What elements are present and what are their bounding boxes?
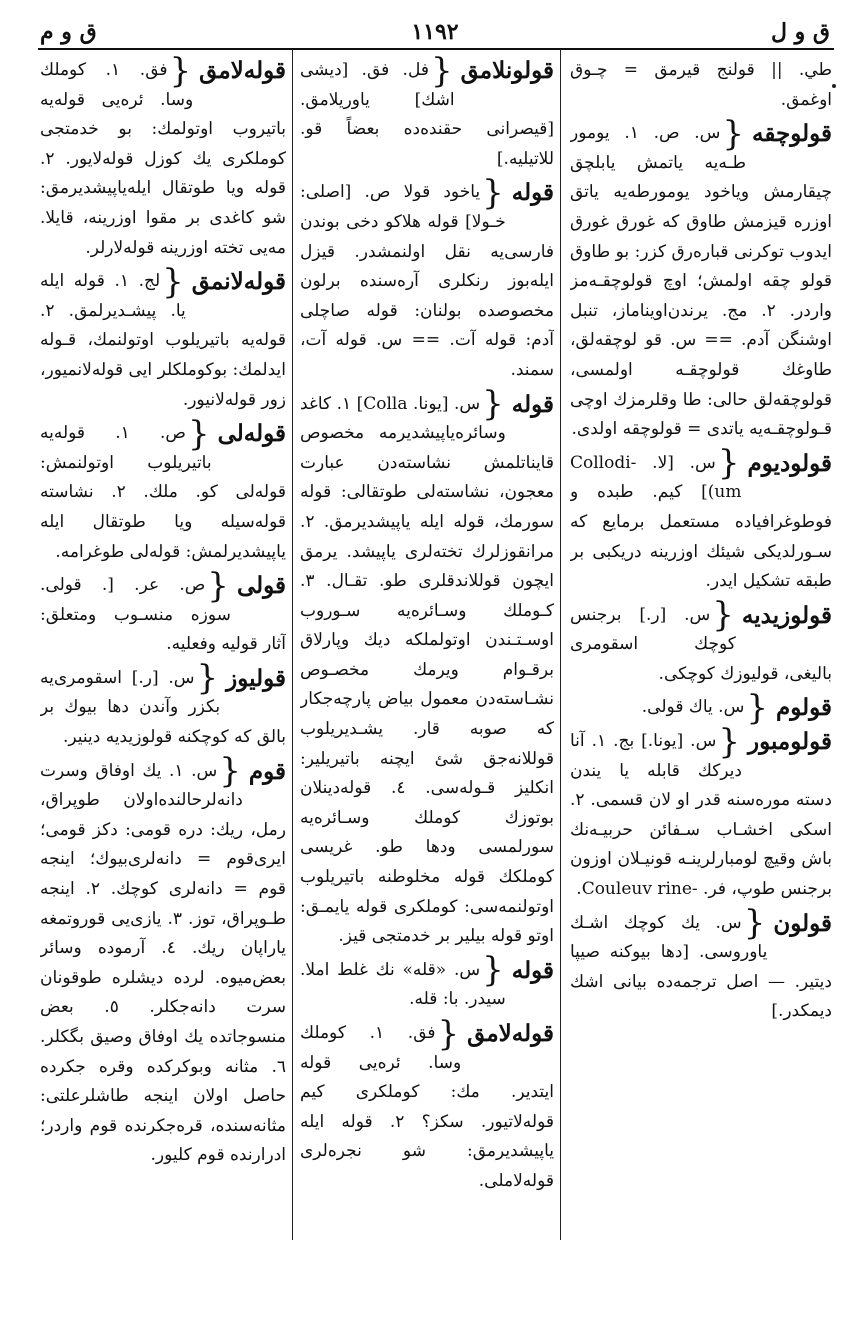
entry-definition: س. [ر.] برجنس كوچك اسقومرى باليغى، قوليوزك كوچكى. [570,604,832,684]
dictionary-entry [300,56,554,174]
brace-glyph: { [746,687,768,728]
entry-headword: قولى [236,572,286,600]
entry-definition: فق. ١. كوملك وسا. ئره‌يى قوله ايتدير. مك: كوملكرى كيم قوله‌لاتيور. سكز؟ ٢. قوله ايله ياپيشديرمق: شو نجره‌لرى قوله‌لاملى. [300,1023,554,1191]
entry-headword: قوليوز [226,664,286,692]
brace-glyph: { [482,950,504,991]
dictionary-entry [570,721,832,905]
entry-headword: قوله‌لانمق [191,268,286,296]
entry-headword: قولوچقه [752,120,832,148]
entry-definition: س. يك كوچك اشـك ياوروسى. [دها بيوكنه صيپا ديتير. — اصل ترجمه‌ده بيانى اشك ديمكدر.] [570,912,832,1022]
dictionary-entry [570,443,832,597]
page-header [40,18,830,46]
entry-definition: ص. عر. [. قولى. سوزه منسـوب ومتعلق: آثار قوليه وفعليه. [40,575,286,655]
header-rule [38,48,834,50]
dictionary-entry [40,56,286,263]
dictionary-entry [40,565,286,660]
entry-headword: قولونلامق [460,57,554,84]
dictionary-entry [570,56,832,115]
dictionary-entry [570,595,832,690]
entry-definition: س. ص. ١. يومور طـه‌يه ياتمش يابلچق چيقارمش وياخود يومورطه‌يه ياتق اوزره قيزمش طاوق كه غورق غورق ايدوب توكرنى قباره‌رق كزر: بو طاوق قولو چقه اولمش؛ اوچ قولوچقـه‌مز واردر. ٢. مج. يرندن‌اويناماز، تنبل اوشنگن آدم. == س. قو لوچقه‌لق، طاوغك قولوچقـه اولمسى، قولوچقه‌لق حالى: طا وقلرمزك اوچى قـولوچقـه‌يه ياتدى = قولوچقه اولدى. [570,123,832,440]
entry-definition: فل. فق. [ديشى اشك] ياوريلامق. [قيصرانى حقنده‌ده بعضاً قو. للاتيليه.] [300,60,554,169]
entry-definition: ص. ١. قوله‌يه باتيريلوب اوتولنمش: قوله‌لى كو. ملك. ٢. نشاسته قوله‌سيله ويا طوتقال ايله ياپيشديرلمش: قوله‌لى طوغرامه. [40,423,286,562]
dictionary-entry [40,413,286,567]
dictionary-entry [300,950,554,1015]
dictionary-entry [570,113,832,445]
dictionary-entry [300,384,554,952]
brace-glyph: { [187,413,210,454]
dictionary-entry [570,903,832,1027]
entry-definition: س. [لا. -Collodi (um] كيم. طبده و فوطوغرافياده مستعمل برمايع كه سـورلديكى شيئك اوزرينه دريكبى بر طبقه تشكيل ايدر. [570,452,832,592]
entry-headword: قوله [511,956,554,984]
entry-definition: لج. ١. قوله ايله يا. پيشـديرلمق. ٢. قوله‌يه باتيريلوب اوتولنمك، قـوله ايدلمك: بوكوملكلر ايى قوله‌لانميور، زور قوله‌لانيور. [40,271,286,410]
brace-glyph: { [712,595,734,636]
entry-headword: قوله [511,179,554,207]
brace-glyph: { [437,1013,460,1054]
entry-definition: س. [ر.] اسقومرى‌يه بكزر وآندن دها بيوك بر بالق كه كوچكنه قولوزيديه دينير. [40,667,286,748]
page-number: ١١٩٢ [411,19,459,45]
column-divider-right [560,50,561,1240]
brace-glyph: { [430,56,453,91]
dictionary-entry [570,687,832,728]
entry-headword: قوله‌لامق [467,1020,554,1047]
header-right-letters: ق و ل [771,19,830,45]
brace-glyph: { [482,384,504,425]
brace-glyph: { [196,658,219,699]
entry-definition: س. ياك قولى. [641,697,745,718]
entry-headword: قولون [773,909,832,937]
entry-definition: س. [يونا. Colla] ١. كاغد وسائره‌ياپيشديرمه مخصوص قايناتلمش نشاسته‌دن عبارت معجون، نشاسته‌لى طوتقالى: قوله سورمك، قوله ايله ياپيشديرمق. ٢. مرانقوزلرك تخته‌لرى ياپيشد. يرمق ايچون قوللاندقلرى طو. تقـال. ٣. كـوملك وسـائره‌يه سـوروب اوسـتـندن اوتولملكه ديك وپارلاق برقـوام ويرمك مخصـوص نشـاسته‌دن معمول بياض پارچه‌جكار كه صوبه قار. يشـديريلوب قوللانه‌جق شئ ايچنه باتيريلير: انكليز قـوله‌سى. ٤. قوله‌دينلان بوتوزك كوملك وسـائره‌يه سورلمسى ودها طو. غريسى كوملكك قوله مخلوطنه باتيريلوب اوتولنمه‌سى: كوملكرى قوله يايمـق: اوتو قوله بيلير بر خدمتجى قيز. [300,393,554,947]
entry-definition: طي. || قولنج قيرمق = چـوق اوغمق. [570,60,832,110]
column-divider-left [292,50,293,1240]
brace-glyph: { [207,565,229,606]
entry-definition: س. [يونا.] بج. ١. آنا ديركك قابله يا يندن دسته موره‌سنه قدر او لان قسمى. ٢. اسكى اخشـاب سـفائن حربيـه‌نك باش وقيچ لومبارلرينـه قونيـلان اوزون برجنس طوپ، فر. -Couleuv rine. [570,731,832,900]
dictionary-entry [40,658,286,753]
brace-glyph: { [219,751,241,792]
brace-glyph: { [722,113,745,154]
dictionary-entry [40,751,286,1171]
entry-headword: قولوزيديه [741,601,832,629]
dictionary-entry [300,1013,554,1197]
brace-glyph: { [718,721,740,762]
brace-glyph: { [717,443,740,484]
entry-headword: قولوديوم [747,449,832,477]
entry-headword: قولومبور [747,728,832,756]
entry-headword: قوم [248,757,286,785]
entry-headword: قوله‌لى [217,420,286,448]
dictionary-entry [40,261,286,415]
margin-dot [832,84,836,88]
entry-definition: س. «قله» نك غلط املا. سيدر. با: قله. [300,959,506,1010]
brace-glyph: { [482,172,504,213]
header-left-letters: ق و م [40,19,97,45]
column-right [570,56,832,1236]
brace-glyph: { [743,903,766,944]
brace-glyph: { [162,261,184,302]
entry-definition: فق. ١. كوملك وسا. ئره‌يى قوله‌يه باتيروب اوتولمك: بو خدمتجى كوملكرى يك كوزل قوله‌لايور. ٢. قوله ويا طوتقال ايله‌ياپيشديرمق: شو كاغدى بر مقوا اوزرينه، قايلا. مه‌يى تخته اوزرينه قوله‌لارلر. [40,60,286,258]
brace-glyph: { [169,56,192,91]
entry-definition: ياخود قولا ص. [اصلى: خـولا] قوله هلاكو دخى بوندن فارسى‌يه نقل اولنمشدر. قيزل ايله‌بوز رنكلرى آره‌سنده برلون مخصوصده بولنان: قوله صاچلى آدم: قوله آت. == س. قوله آت، سمند. [300,182,554,380]
column-left [40,56,286,1236]
entry-headword: قوله‌لامق [199,57,286,84]
entry-headword: قوله [511,390,554,418]
entry-definition: س. ١. يك اوفاق وسرت دانه‌لرحالنده‌اولان طوپراق، رمل، ريك: دره قومى: دكز قومى؛ ايرى‌قوم = دانه‌لرى‌بيوك؛ اينجه قوم = دانه‌لرى كوچك. ٢. اينجه طـوپراق، توز. ٣. يازى‌يى قوروتمغه ياراپان ريك. ٤. آرموده وسائر بعض‌ميوه. لرده ديشلره طوقونان سرت دانه‌جكلر. ٥. بعض منسوجاتده يك اوفاق وصيق بگكلر. ٦. مثانه وبوكركده وقره جكرده حاصل اولان اينجه طاشلرعلتى: مثانه‌سنده، قره‌جكرنده قوم واردر؛ ادرارنده قوم كليور. [40,760,286,1166]
column-middle [300,56,554,1236]
entry-headword: قولوم [775,694,832,722]
dictionary-entry [300,172,554,385]
